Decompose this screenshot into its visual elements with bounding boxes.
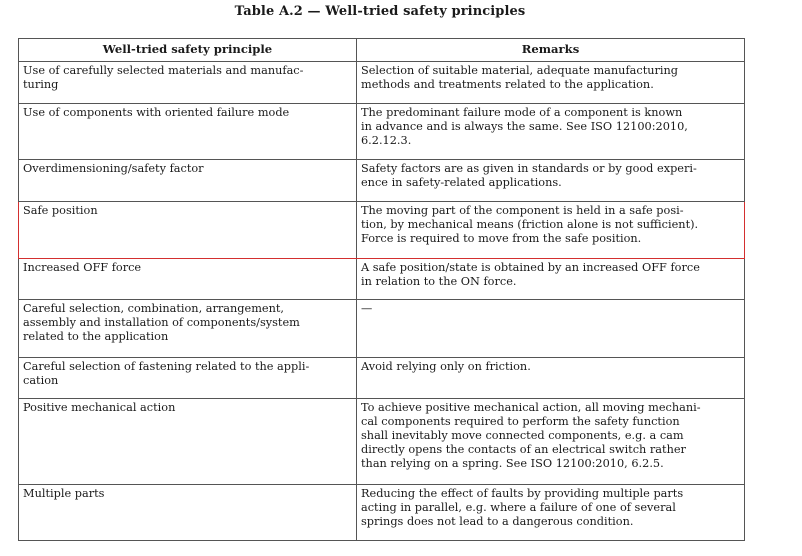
principle-text: Positive mechanical action (23, 401, 176, 414)
remarks-cell (357, 399, 745, 485)
remarks-text: — (361, 302, 373, 315)
remarks-text: The moving part of the component is held in a safe posi- tion, by mechanical means (friction alone is not sufficient). Force is required to move from the safe position. (361, 204, 699, 245)
remarks-text: To achieve positive mechanical action, all moving mechani- cal components required to perform the safety function shall inevitably move connected components, e.g. a cam directly opens the contacts of an electrical switch rather than relying on a spring. See ISO 12100:2010, 6.2.5. (361, 401, 701, 470)
principle-text: Use of carefully selected materials and manufac- turing (23, 64, 304, 91)
principle-cell (19, 202, 357, 259)
principle-text: Multiple parts (23, 487, 105, 500)
principle-cell (19, 104, 357, 160)
remarks-cell (357, 202, 745, 259)
remarks-cell (357, 259, 745, 300)
remarks-text: Selection of suitable material, adequate manufacturing methods and treatments related to the application. (361, 64, 679, 91)
table-row-highlighted (19, 202, 745, 259)
table-row (19, 104, 745, 160)
principle-text: Careful selection of fastening related to the appli- cation (23, 360, 310, 387)
column-header-principle: Well-tried safety principle (19, 39, 357, 62)
table-row (19, 160, 745, 202)
remarks-cell (357, 160, 745, 202)
safety-principles-table (18, 38, 745, 541)
table-row (19, 358, 745, 399)
remarks-text: Reducing the effect of faults by providing multiple parts acting in parallel, e.g. where a failure of one of several springs does not lead to a dangerous condition. (361, 487, 684, 528)
remarks-cell (357, 485, 745, 541)
principle-cell (19, 358, 357, 399)
table-header-row (19, 39, 745, 62)
table-row (19, 259, 745, 300)
remarks-cell (357, 358, 745, 399)
principle-text: Use of components with oriented failure mode (23, 106, 290, 119)
remarks-text: A safe position/state is obtained by an increased OFF force in relation to the ON force. (361, 261, 700, 288)
principle-text: Overdimensioning/safety factor (23, 162, 204, 175)
remarks-text: The predominant failure mode of a component is known in advance and is always the same. See ISO 12100:2010, 6.2.12.3. (361, 106, 688, 147)
principle-text: Increased OFF force (23, 261, 142, 274)
table-row (19, 485, 745, 541)
principle-cell (19, 62, 357, 104)
table-row (19, 300, 745, 358)
table-row (19, 399, 745, 485)
principle-text: Safe position (23, 204, 98, 217)
principle-cell (19, 300, 357, 358)
table-caption: Table A.2 — Well-tried safety principles (234, 4, 526, 19)
remarks-text: Avoid relying only on friction. (361, 360, 531, 373)
column-header-remarks: Remarks (357, 39, 745, 62)
remarks-cell (357, 300, 745, 358)
remarks-cell (357, 62, 745, 104)
principle-cell (19, 485, 357, 541)
principle-cell (19, 160, 357, 202)
table-row (19, 62, 745, 104)
principle-cell (19, 399, 357, 485)
remarks-cell (357, 104, 745, 160)
principle-cell (19, 259, 357, 300)
remarks-text: Safety factors are as given in standards or by good experi- ence in safety-related applications. (361, 162, 697, 189)
principle-text: Careful selection, combination, arrangement, assembly and installation of components/system related to the application (23, 302, 300, 343)
